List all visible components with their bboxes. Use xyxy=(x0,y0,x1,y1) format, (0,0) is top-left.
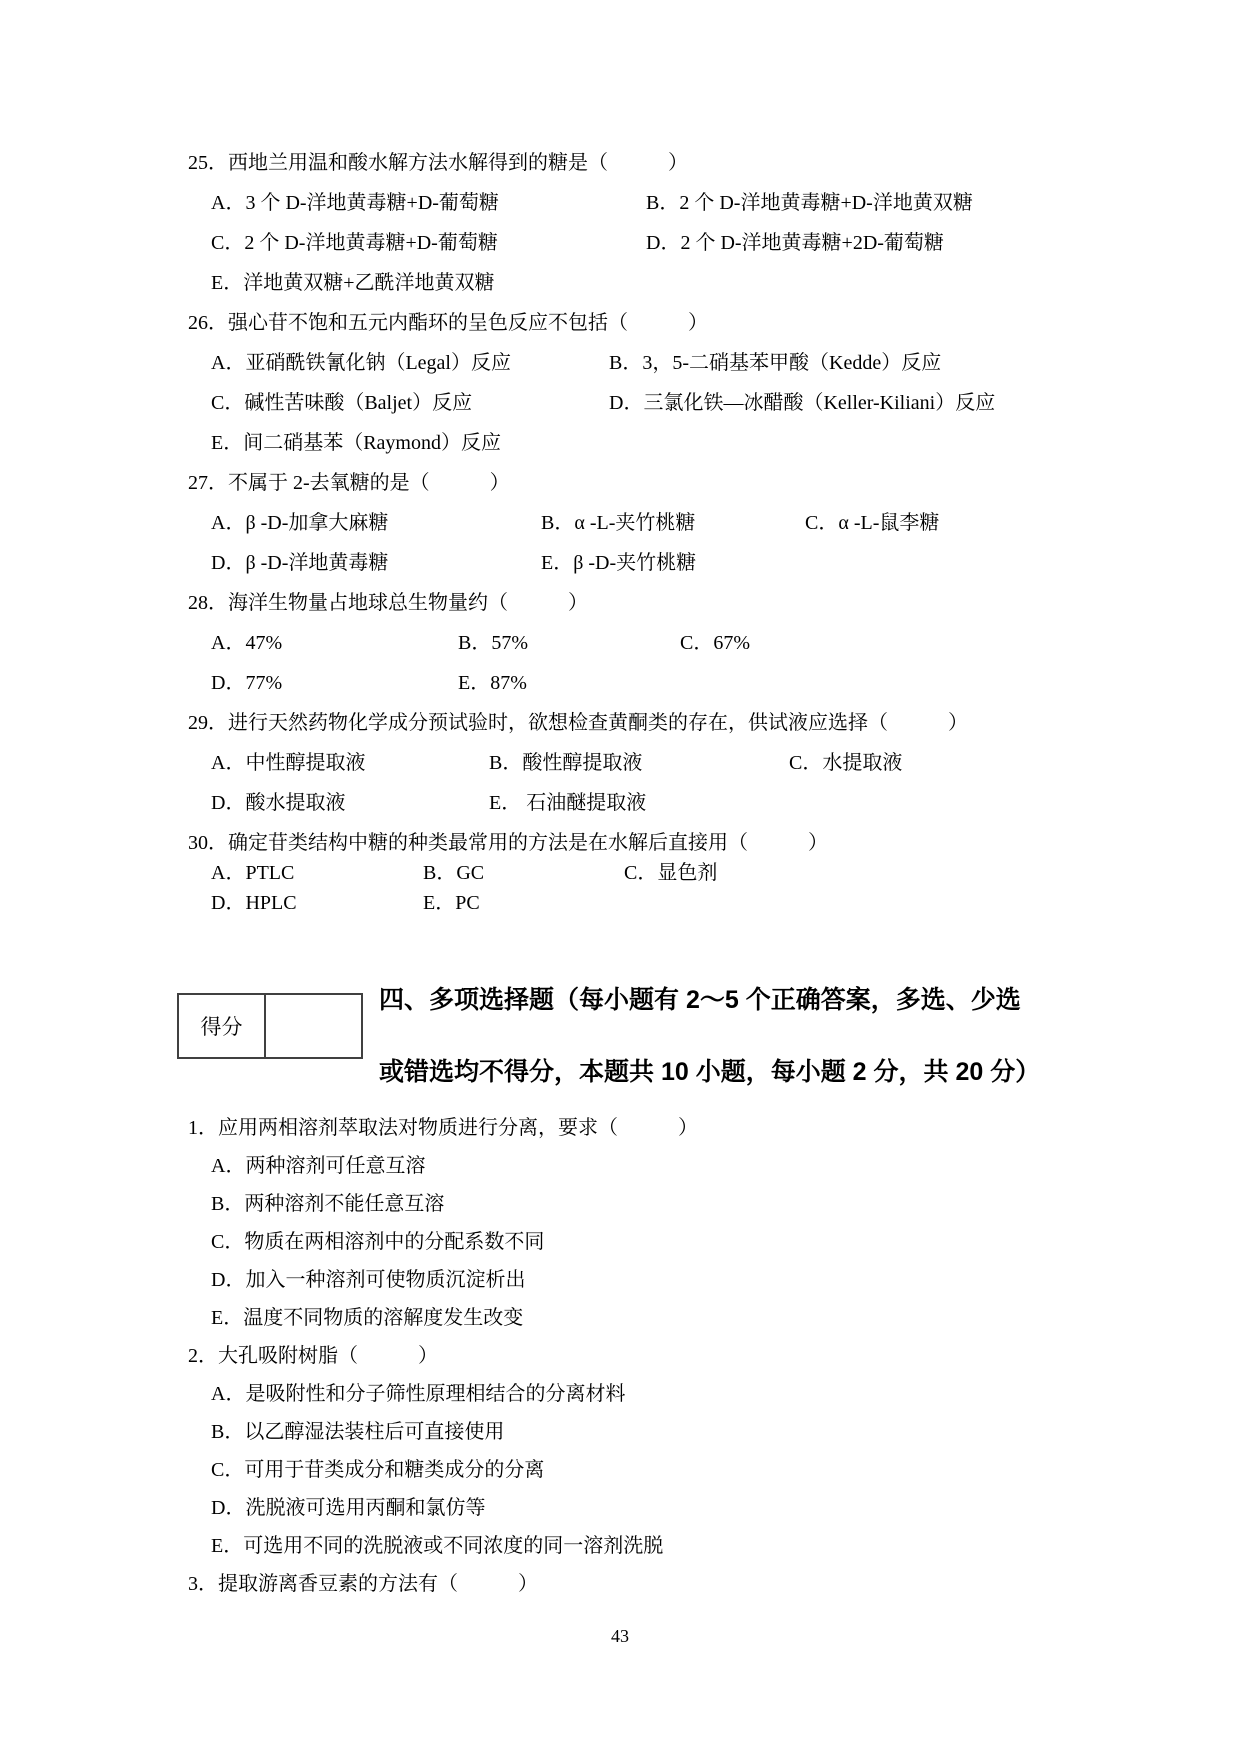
question-stem: 30．确定苷类结构中糖的种类最常用的方法是在水解后直接用（ ） xyxy=(188,832,828,854)
option-d: D．β -D-洋地黄毒糖 xyxy=(211,552,389,574)
section-title-line-2: 或错选均不得分，本题共 10 小题，每小题 2 分，共 20 分） xyxy=(379,1058,1041,1086)
question-stem: 26．强心苷不饱和五元内酯环的呈色反应不包括（ ） xyxy=(188,312,708,334)
option-row xyxy=(188,190,1118,217)
option-row xyxy=(188,510,1118,537)
option-row xyxy=(188,750,1118,777)
option-row xyxy=(188,790,1118,817)
option-e: E．温度不同物质的溶解度发生改变 xyxy=(211,1307,524,1329)
section-title xyxy=(379,983,1040,1089)
option-e: E．间二硝基苯（Raymond）反应 xyxy=(211,432,501,454)
option-d: D．加入一种溶剂可使物质沉淀析出 xyxy=(211,1269,526,1291)
option-d: D．HPLC xyxy=(211,892,297,914)
option-b: B．57% xyxy=(458,632,528,654)
option-e: E．洋地黄双糖+乙酰洋地黄双糖 xyxy=(211,272,495,294)
option-a: A．亚硝酰铁氰化钠（Legal）反应 xyxy=(211,352,511,374)
question-25 xyxy=(188,150,1118,297)
option-e: E．可选用不同的洗脱液或不同浓度的同一溶剂洗脱 xyxy=(211,1535,664,1557)
question-27 xyxy=(188,470,1118,577)
option-row xyxy=(188,270,1118,297)
option-b: B．3，5-二硝基苯甲酸（Kedde）反应 xyxy=(609,352,942,374)
option-e: E． 石油醚提取液 xyxy=(489,792,647,814)
option-d: D．洗脱液可选用丙酮和氯仿等 xyxy=(211,1497,486,1519)
option-a: A．β -D-加拿大麻糖 xyxy=(211,512,389,534)
option-c: C．α -L-鼠李糖 xyxy=(805,512,940,534)
question-stem: 27．不属于 2-去氧糖的是（ ） xyxy=(188,472,510,494)
question-29 xyxy=(188,710,1118,817)
option-row xyxy=(188,630,1118,657)
question-m1 xyxy=(188,1115,1118,1332)
score-box xyxy=(177,993,363,1059)
score-box-blank-cell xyxy=(266,995,361,1057)
option-a: A．两种溶剂可任意互溶 xyxy=(211,1155,426,1177)
page-number: 43 xyxy=(611,1626,629,1646)
option-c: C．碱性苦味酸（Baljet）反应 xyxy=(211,392,473,414)
option-e: E．PC xyxy=(423,892,480,914)
option-row xyxy=(188,550,1118,577)
option-b: B．以乙醇湿法装柱后可直接使用 xyxy=(211,1421,505,1443)
question-stem: 25．西地兰用温和酸水解方法水解得到的糖是（ ） xyxy=(188,152,688,174)
option-d: D．77% xyxy=(211,672,283,694)
option-a: A．3 个 D-洋地黄毒糖+D-葡萄糖 xyxy=(211,192,499,214)
score-box-label: 得分 xyxy=(179,995,266,1057)
option-a: A．中性醇提取液 xyxy=(211,752,366,774)
option-a: A．是吸附性和分子筛性原理相结合的分离材料 xyxy=(211,1383,626,1405)
option-row xyxy=(188,670,1118,697)
option-a: A．47% xyxy=(211,632,283,654)
section-header-block xyxy=(177,983,1118,1089)
option-b: B．α -L-夹竹桃糖 xyxy=(541,512,696,534)
option-row xyxy=(188,390,1118,417)
question-m3 xyxy=(188,1571,1118,1598)
option-b: B．GC xyxy=(423,862,485,884)
option-e: E．β -D-夹竹桃糖 xyxy=(541,552,697,574)
option-b: B．酸性醇提取液 xyxy=(489,752,643,774)
option-d: D．酸水提取液 xyxy=(211,792,346,814)
option-row xyxy=(188,230,1118,257)
question-26 xyxy=(188,310,1118,457)
question-stem: 2．大孔吸附树脂（ ） xyxy=(188,1345,438,1367)
option-c: C．2 个 D-洋地黄毒糖+D-葡萄糖 xyxy=(211,232,498,254)
option-row xyxy=(188,430,1118,457)
option-b: B．2 个 D-洋地黄毒糖+D-洋地黄双糖 xyxy=(646,192,973,214)
question-m2 xyxy=(188,1343,1118,1560)
question-stem: 29．进行天然药物化学成分预试验时，欲想检查黄酮类的存在，供试液应选择（ ） xyxy=(188,712,968,734)
question-stem: 3．提取游离香豆素的方法有（ ） xyxy=(188,1573,538,1595)
option-a: A．PTLC xyxy=(211,862,295,884)
option-d: D．三氯化铁—冰醋酸（Keller-Kiliani）反应 xyxy=(609,392,996,414)
question-28 xyxy=(188,590,1118,697)
option-c: C．可用于苷类成分和糖类成分的分离 xyxy=(211,1459,545,1481)
option-d: D．2 个 D-洋地黄毒糖+2D-葡萄糖 xyxy=(646,232,944,254)
multi-choice-section xyxy=(188,1115,1118,1598)
option-b: B．两种溶剂不能任意互溶 xyxy=(211,1193,445,1215)
section-title-line-1: 四、多项选择题（每小题有 2～5 个正确答案，多选、少选 xyxy=(379,986,1021,1014)
option-c: C．显色剂 xyxy=(624,862,718,884)
option-c: C．物质在两相溶剂中的分配系数不同 xyxy=(211,1231,545,1253)
question-stem: 28．海洋生物量占地球总生物量约（ ） xyxy=(188,592,588,614)
option-e: E．87% xyxy=(458,672,527,694)
option-c: C．67% xyxy=(680,632,750,654)
question-stem: 1．应用两相溶剂萃取法对物质进行分离，要求（ ） xyxy=(188,1117,698,1139)
option-row xyxy=(188,350,1118,377)
option-row xyxy=(188,890,1118,917)
question-30 xyxy=(188,830,1118,917)
page-content xyxy=(188,150,1118,1609)
option-c: C．水提取液 xyxy=(789,752,903,774)
option-row xyxy=(188,860,1118,887)
